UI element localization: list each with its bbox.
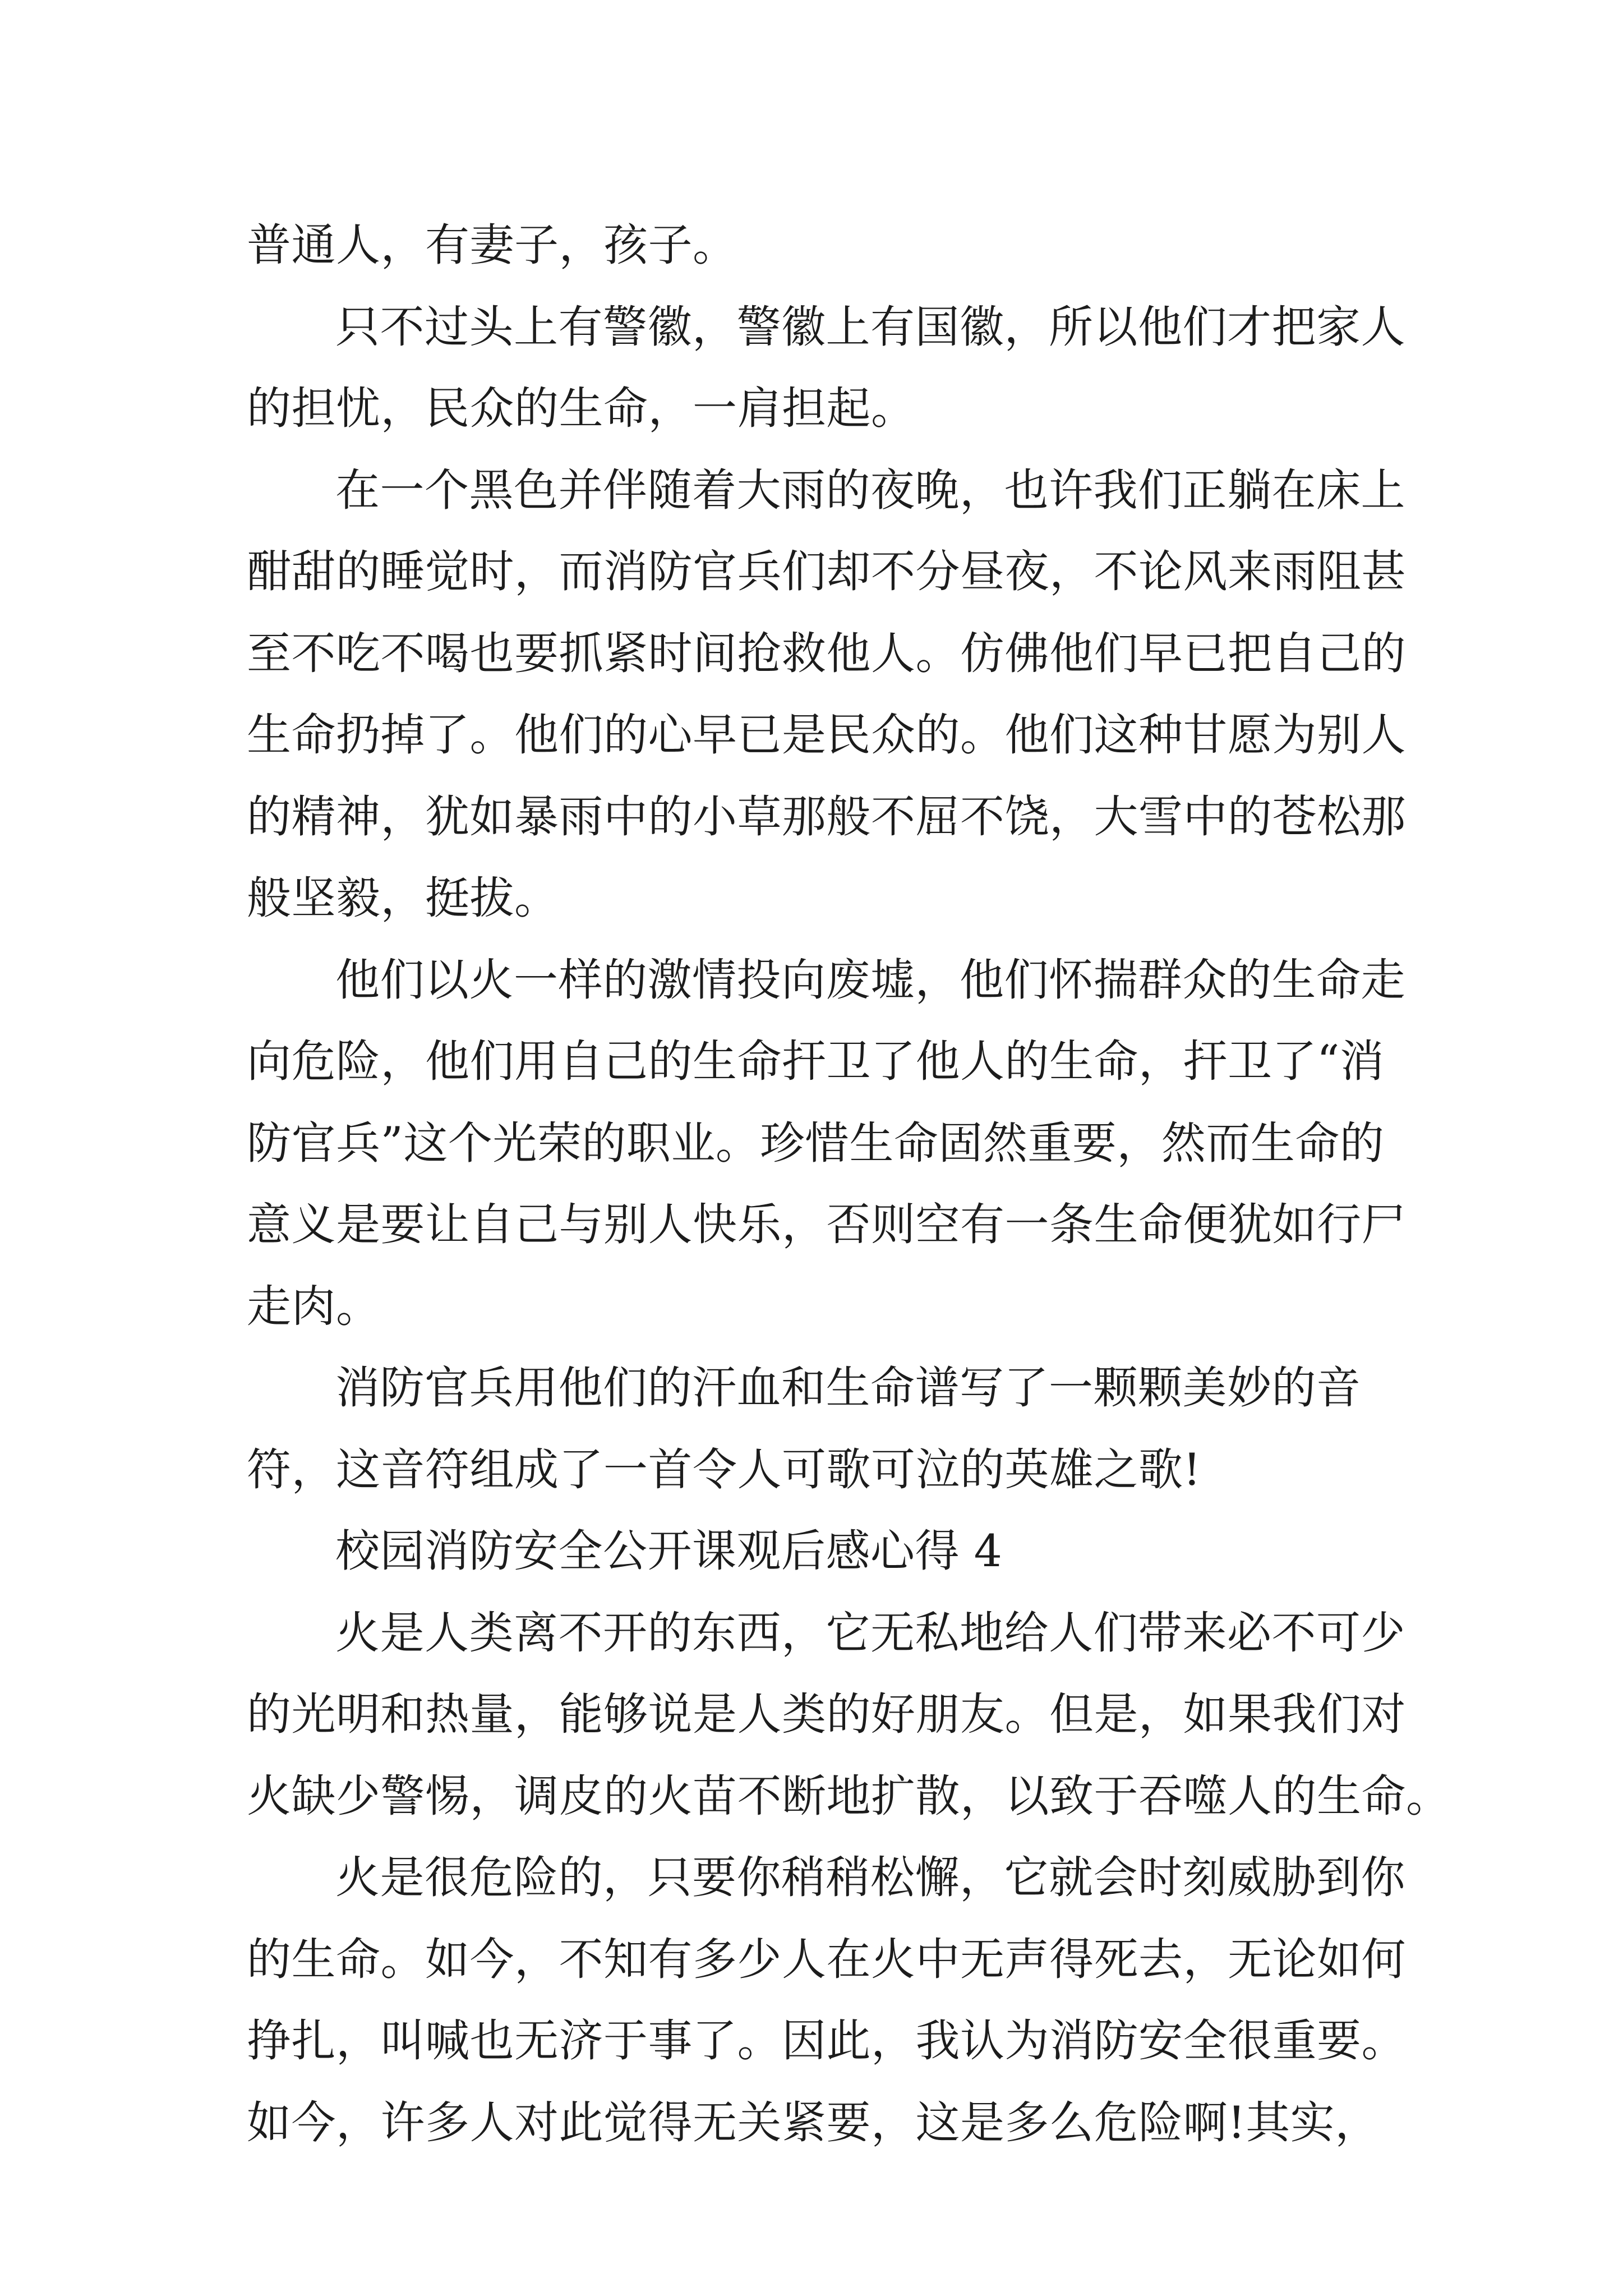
text-line: 如今，许多人对此觉得无关紧要，这是多么危险啊!其实， xyxy=(247,2096,1380,2148)
text-line: 火是人类离不开的东西，它无私地给人们带来必不可少 xyxy=(335,1607,1405,1659)
text-line: 他们以火一样的激情投向废墟，他们怀揣群众的生命走 xyxy=(335,954,1405,1006)
body-text xyxy=(247,205,1451,2164)
text-line: 的担忧，民众的生命，一肩担起。 xyxy=(247,383,916,434)
text-line: 至不吃不喝也要抓紧时间抢救他人。仿佛他们早已把自己的 xyxy=(247,627,1406,679)
text-line: 的生命。如今，不知有多少人在火中无声得死去，无论如何 xyxy=(247,1933,1406,1985)
text-line: 只不过头上有警徽，警徽上有国徽，所以他们才把家人 xyxy=(335,301,1405,353)
text-line: 挣扎，叫喊也无济于事了。因此，我认为消防安全很重要。 xyxy=(247,2015,1406,2067)
text-line: 意义是要让自己与别人快乐，否则空有一条生命便犹如行尸 xyxy=(247,1199,1406,1250)
text-line: 的精神，犹如暴雨中的小草那般不屈不饶，大雪中的苍松那 xyxy=(247,790,1406,843)
text-line: 防官兵”这个光荣的职业。珍惜生命固然重要，然而生命的 xyxy=(247,1117,1385,1169)
text-line: 酣甜的睡觉时，而消防官兵们却不分昼夜，不论风来雨阻甚 xyxy=(247,546,1406,597)
text-line: 的光明和热量，能够说是人类的好朋友。但是，如果我们对 xyxy=(247,1688,1406,1740)
text-line: 火是很危险的，只要你稍稍松懈，它就会时刻威胁到你 xyxy=(335,1852,1405,1903)
text-line: 符，这音符组成了一首令人可歌可泣的英雄之歌! xyxy=(247,1443,1201,1496)
text-line: 走肉。 xyxy=(247,1280,381,1332)
text-line: 向危险，他们用自己的生命扞卫了他人的生命，扞卫了“消 xyxy=(247,1036,1385,1087)
text-line: 在一个黑色并伴随着大雨的夜晚，也许我们正躺在床上 xyxy=(335,464,1405,516)
text-line: 般坚毅，挺拔。 xyxy=(247,872,559,924)
text-line: 普通人，有妻子，孩子。 xyxy=(247,219,737,271)
text-line: 生命扔掉了。他们的心早已是民众的。他们这种甘愿为别人 xyxy=(247,709,1406,761)
text-line: 消防官兵用他们的汗血和生命谱写了一颗颗美妙的音 xyxy=(335,1362,1361,1414)
text-line: 火缺少警惕，调皮的火苗不断地扩散，以致于吞噬人的生命。 xyxy=(247,1770,1451,1822)
section-heading: 校园消防安全公开课观后感心得 4 xyxy=(335,1525,1003,1577)
